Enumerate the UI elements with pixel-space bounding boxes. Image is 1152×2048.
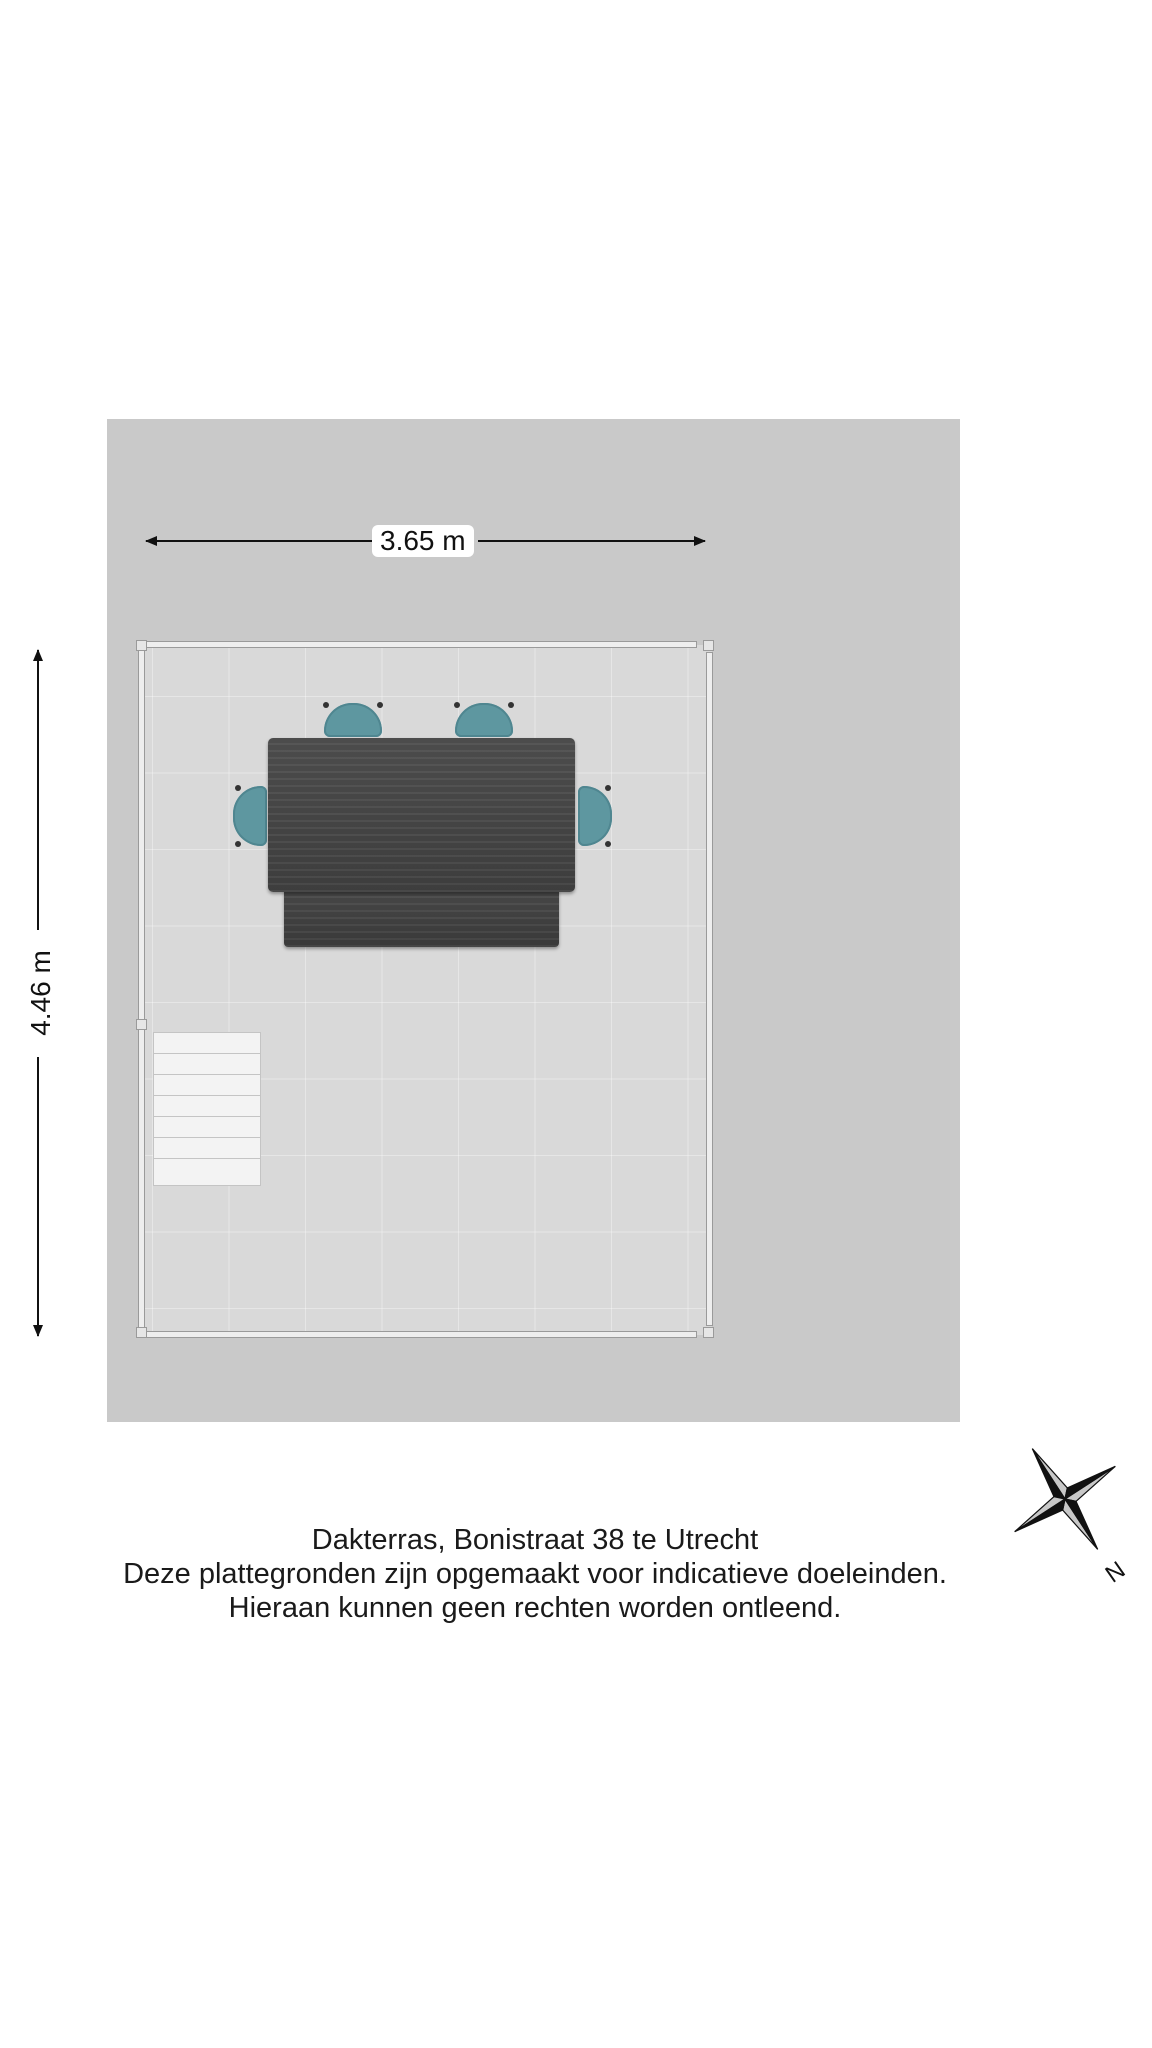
staircase xyxy=(153,1032,261,1186)
railing-post xyxy=(136,1019,147,1030)
chair-leg xyxy=(235,785,241,791)
dining-table xyxy=(268,738,575,892)
compass-north-label: N xyxy=(1100,1556,1131,1589)
caption-disclaimer-line-2: Hieraan kunnen geen rechten worden ontleend. xyxy=(228,1592,842,1624)
railing-top xyxy=(145,641,697,648)
chair-leg xyxy=(377,702,383,708)
stair-step xyxy=(154,1075,260,1096)
stair-step xyxy=(154,1096,260,1117)
railing-post xyxy=(136,640,147,651)
width-dimension-label: 3.65 m xyxy=(372,525,474,557)
chair-leg xyxy=(454,702,460,708)
chair-leg xyxy=(323,702,329,708)
depth-dimension-label: 4.46 m xyxy=(25,942,57,1044)
railing-post xyxy=(703,1327,714,1338)
railing-post xyxy=(136,1327,147,1338)
stair-step xyxy=(154,1033,260,1054)
chair-leg xyxy=(605,841,611,847)
railing-bottom xyxy=(145,1331,697,1338)
railing-left xyxy=(138,646,145,1338)
caption-title: Dakterras, Bonistraat 38 te Utrecht xyxy=(311,1524,759,1556)
chair-leg xyxy=(235,841,241,847)
railing-right xyxy=(706,652,713,1326)
chair-leg xyxy=(605,785,611,791)
bench xyxy=(284,888,559,947)
chair-leg xyxy=(508,702,514,708)
stair-step xyxy=(154,1054,260,1075)
stair-step xyxy=(154,1117,260,1138)
stair-step xyxy=(154,1138,260,1159)
floorplan-caption xyxy=(0,1523,1070,1625)
railing-post xyxy=(703,640,714,651)
caption-disclaimer-line-1: Deze plattegronden zijn opgemaakt voor indicatieve doeleinden. xyxy=(123,1558,947,1590)
